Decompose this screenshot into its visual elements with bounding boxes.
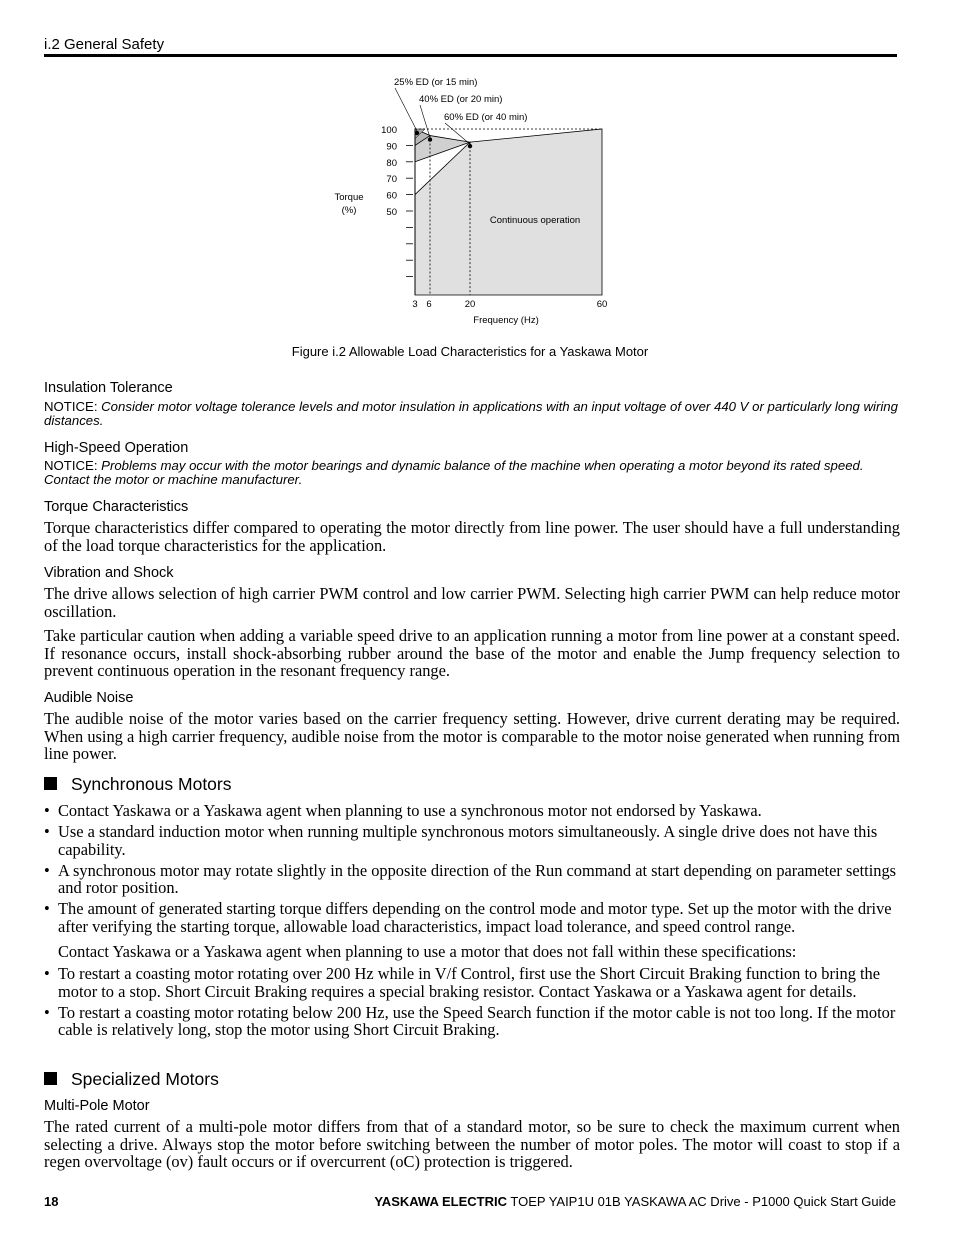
- list-item: • Use a standard induction motor when running multiple synchronous motors simultaneously. A single drive does not have this capability.: [44, 823, 900, 858]
- notice-text: Consider motor voltage tolerance levels and motor insulation in applications with an input voltage of over 440 V or particularly long wiring distances.: [44, 399, 898, 428]
- y-axis-label-unit: (%): [341, 205, 357, 216]
- high-speed-notice: [44, 459, 904, 487]
- synchronous-heading-text: Synchronous Motors: [71, 774, 232, 794]
- y-tick-label: 80: [386, 157, 397, 169]
- section-header: i.2 General Safety: [44, 36, 165, 53]
- contact-note: Contact Yaskawa or a Yaskawa agent when planning to use a motor that does not fall within these specifications:: [58, 942, 797, 961]
- synchronous-heading: [44, 774, 232, 795]
- x-tick-label: 60: [596, 299, 608, 310]
- synchronous-bullets-2: [44, 965, 900, 1042]
- multi-pole-heading: Multi-Pole Motor: [44, 1098, 150, 1114]
- footer-doc-title: TOEP YAIP1U 01B YASKAWA AC Drive - P1000 Quick Start Guide: [510, 1194, 896, 1209]
- torque-body: Torque characteristics differ compared to operating the motor directly from line power. The user should have a full understanding of the load torque characteristics for the application.: [44, 518, 900, 555]
- y-tick-label: 60: [386, 190, 397, 202]
- figure-caption: Figure i.2 Allowable Load Characteristics for a Yaskawa Motor: [291, 344, 649, 359]
- specialized-heading: [44, 1069, 219, 1090]
- ed-label: 25% ED (or 15 min): [394, 77, 478, 88]
- y-axis-label: Torque: [334, 192, 364, 203]
- square-bullet-icon: [44, 1072, 57, 1085]
- page-number: 18: [44, 1194, 59, 1209]
- vibration-heading: Vibration and Shock: [44, 565, 174, 581]
- square-bullet-icon: [44, 777, 57, 790]
- list-item: • To restart a coasting motor rotating below 200 Hz, use the Speed Search function if the motor cable is not too long. If the motor cable is relatively long, stop the motor using Short Circuit Braking.: [44, 1004, 900, 1039]
- y-tick-label: 100: [381, 125, 397, 136]
- ed-point: [415, 131, 419, 135]
- torque-heading: Torque Characteristics: [44, 499, 189, 515]
- ed-point: [428, 137, 432, 141]
- ed-point: [468, 144, 472, 148]
- noise-heading: Audible Noise: [44, 690, 134, 706]
- notice-label: NOTICE:: [44, 399, 98, 414]
- x-tick-label: 3: [412, 299, 418, 310]
- x-tick-label: 20: [464, 299, 476, 310]
- specialized-heading-text: Specialized Motors: [71, 1069, 219, 1089]
- ed-label: 60% ED (or 40 min): [444, 112, 528, 123]
- y-tick-label: 90: [386, 141, 397, 153]
- ed-label: 40% ED (or 20 min): [419, 94, 503, 105]
- list-item: • The amount of generated starting torque differs depending on the control mode and motor type. Set up the motor with the drive after verifying the starting torque, allowable load characteristics, impact load tolerance, and speed control range.: [44, 900, 900, 935]
- continuous-operation-region: [415, 129, 602, 295]
- y-tick-label: 50: [386, 207, 397, 218]
- insulation-heading: Insulation Tolerance: [44, 380, 173, 396]
- notice-text: Problems may occur with the motor bearings and dynamic balance of the machine when operating a motor beyond its rated speed. Contact the motor or machine manufacturer.: [44, 458, 864, 487]
- list-item: • To restart a coasting motor rotating over 200 Hz while in V/f Control, first use the Short Circuit Braking function to bring the motor to a stop. Short Circuit Braking requires a special braking resistor. Contact Yaskawa or a Yaskawa agent for details.: [44, 965, 900, 1000]
- notice-label: NOTICE:: [44, 458, 98, 473]
- header-rule: [44, 54, 897, 57]
- continuous-operation-label: Continuous operation: [489, 215, 581, 226]
- noise-body: The audible noise of the motor varies based on the carrier frequency setting. However, drive current derating may be required. When using a high carrier frequency, audible noise from the motor is comparable to the motor noise generated when running from line power.: [44, 709, 900, 763]
- vibration-body-2: Take particular caution when adding a variable speed drive to an application running a motor from line power at a constant speed. If resonance occurs, install shock-absorbing rubber around the base of the motor and enable the Jump frequency selection to prevent continuous operation in the resonant frequency range.: [44, 626, 900, 680]
- synchronous-bullets-1: [44, 802, 900, 939]
- insulation-notice: [44, 400, 904, 428]
- y-tick-label: 70: [386, 174, 397, 186]
- load-characteristics-chart: [320, 70, 640, 340]
- x-axis-label: Frequency (Hz): [473, 315, 539, 326]
- high-speed-heading: High-Speed Operation: [44, 440, 189, 456]
- footer-brand: YASKAWA ELECTRIC: [374, 1194, 507, 1209]
- ed-leader-line: [395, 88, 417, 131]
- multi-pole-body: The rated current of a multi-pole motor differs from that of a standard motor, so be sure to check the maximum current when selecting a drive. Always stop the motor before switching between the number of motor poles. The motor will coast to stop if a regen overvoltage (ov) fault occurs or if overcurrent (oC) protection is triggered.: [44, 1117, 900, 1171]
- list-item: • Contact Yaskawa or a Yaskawa agent when planning to use a synchronous motor not endorsed by Yaskawa.: [44, 802, 900, 820]
- x-tick-label: 6: [426, 299, 432, 310]
- footer-doc-info: [374, 1194, 896, 1209]
- list-item: • A synchronous motor may rotate slightly in the opposite direction of the Run command at start depending on parameter settings and rotor position.: [44, 862, 900, 897]
- vibration-body-1: The drive allows selection of high carrier PWM control and low carrier PWM. Selecting high carrier PWM can help reduce motor oscillation.: [44, 584, 900, 621]
